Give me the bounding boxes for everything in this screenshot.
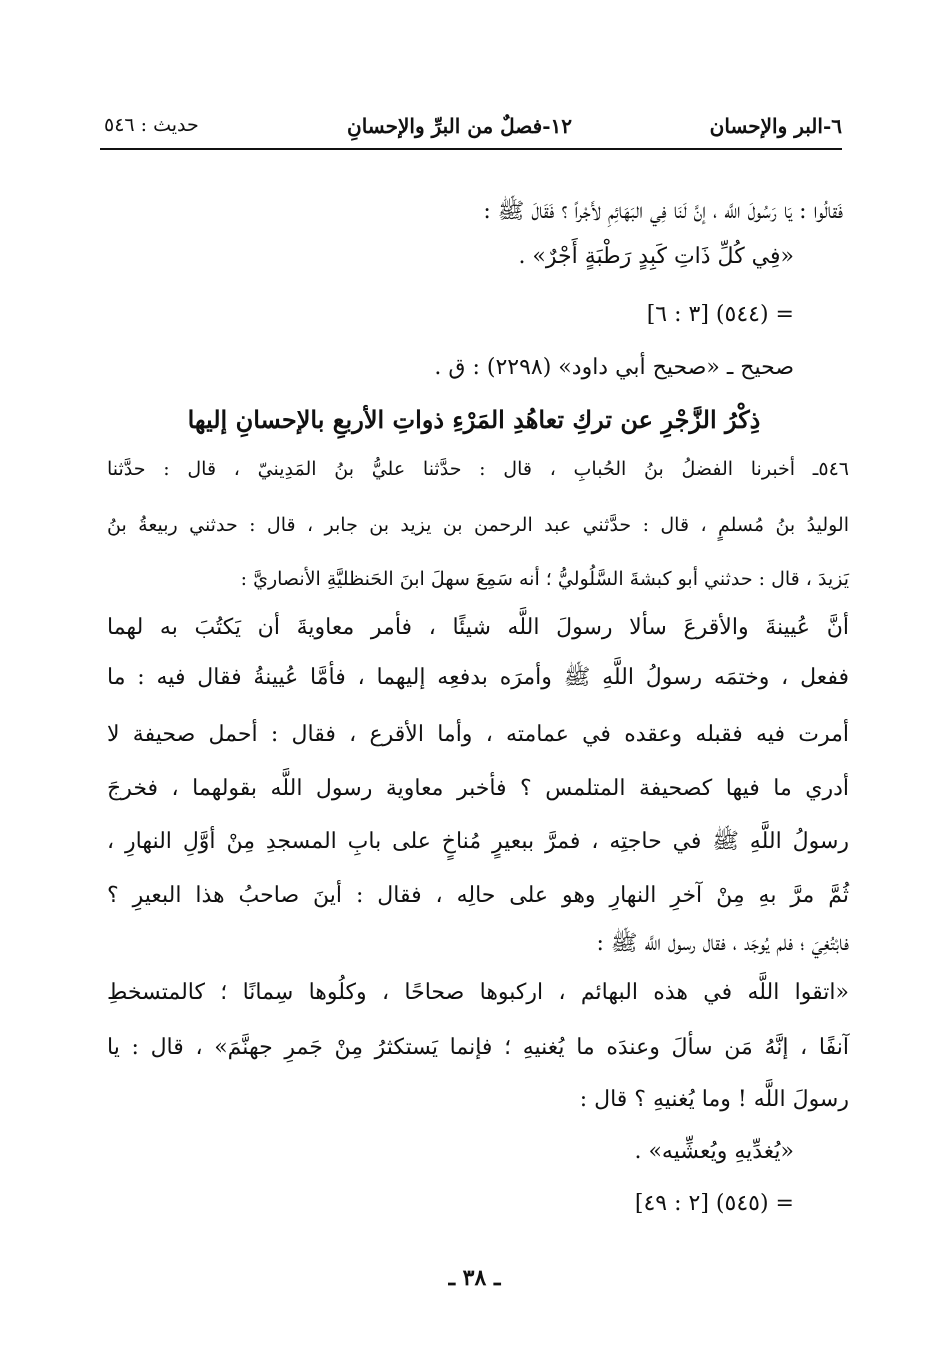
chapter-heading: ذِكْرُ الزَّجْرِ عن تركِ تعاهُدِ المَرْءِ ذواتِ الأربعِ بالإحسانِ إليها — [187, 405, 761, 434]
matn-line: ففعل ، وختمَه رسولُ اللَّهِ ﷺ وأمرَه بدفعِه إليهما ، فأمَّا عُيينةُ فقال فيه : ما — [107, 665, 849, 690]
quote-line: رسولَ اللَّه ! وما يُغنيهِ ؟ قال : — [579, 1087, 849, 1112]
chapter-title: ٦-البر والإحسان — [709, 114, 842, 138]
isnad-line: ٥٤٦ـ أخبرنا الفضلُ بنُ الحُبابِ ، قال : حدَّثنا عليُّ بنُ المَدِينيّ ، قال : حدَّثنا — [107, 458, 849, 480]
quote-line: آنفًا ، إنَّهُ مَن سألَ وعندَه ما يُغنيهِ ؛ فإنما يَستكثرُ مِنْ جَمرِ جهنَّمَ» ، قال : يا — [107, 1035, 849, 1060]
matn-line: أنَّ عُيينةَ والأقرعَ سألا رسولَ اللَّه شيئًا ، فأمر معاويةَ أن يَكتُبَ به لهما — [107, 615, 849, 640]
matn-line: ثُمَّ مرَّ بهِ مِنْ آخرِ النهارِ وهو على حالِه ، فقال : أينَ صاحبُ هذا البعيرِ ؟ — [107, 883, 849, 908]
text-line: «فِي كُلِّ ذَاتِ كَبِدٍ رَطْبَةٍ أَجْرٌ» . — [518, 244, 794, 269]
isnad-line: يَزيدَ ، قال : حدثني أبو كبشةَ السَّلُوليُّ ؛ أنه سَمِعَ سهلَ ابنَ الحَنظليَّةِ الأنصاريَّ : — [240, 568, 849, 590]
matn-line: فابْتُغِيَ ؛ فلم يُوجَد ، فقال رسول اللَّه ﷺ : — [596, 931, 849, 956]
hadith-reference: حديث : ٥٤٦ — [104, 114, 199, 136]
running-header — [100, 108, 842, 148]
reference-line: = (٥٤٥) [٢ : ٤٩] — [634, 1191, 794, 1216]
section-title-header: ١٢-فصلٌ من البرِّ والإحسانِ — [347, 114, 572, 138]
grading-line: صحيح ـ «صحيح أبي داود» (٢٢٩٨) : ق . — [434, 355, 794, 380]
isnad-line: الوليدُ بنُ مُسلمٍ ، قال : حدَّثني عبد الرحمن بن يزيد بن جابر ، قال : حدثني ربيعةُ بنُ — [107, 514, 850, 536]
text-line: فَقالُوا : يَا رَسُولَ اللَّه ، إنَّ لَنَا فِي البَهَائِمِ لأَجْراً ؟ فَقَالَ ﷺ : — [483, 199, 843, 224]
matn-line: أمرت فيه فقبله وعقده في عمامته ، وأما الأقرع ، فقال : أحمل صحيفة لا — [107, 722, 849, 747]
matn-line: أدري ما فيها كصحيفة المتلمس ؟ فأخبر معاوية رسول اللَّه بقولهما ، فخرجَ — [107, 776, 849, 801]
quote-line: «يُغدِّيهِ ويُعشِّيه» . — [634, 1139, 794, 1164]
reference-line: = (٥٤٤) [٣ : ٦] — [646, 302, 794, 327]
header-divider — [100, 148, 842, 150]
matn-line: رسولُ اللَّهِ ﷺ في حاجتِه ، فمرَّ ببعيرٍ مُناخٍ على بابِ المسجدِ مِنْ أوَّلِ النهارِ ، — [107, 829, 849, 854]
quote-line: «اتقوا اللَّه في هذه البهائم ، اركبوها صحاحًا ، وكلُوها سِمانًا ؛ كالمتسخطِ — [107, 980, 849, 1005]
page-number: ـ ٣٨ ـ — [448, 1265, 501, 1291]
